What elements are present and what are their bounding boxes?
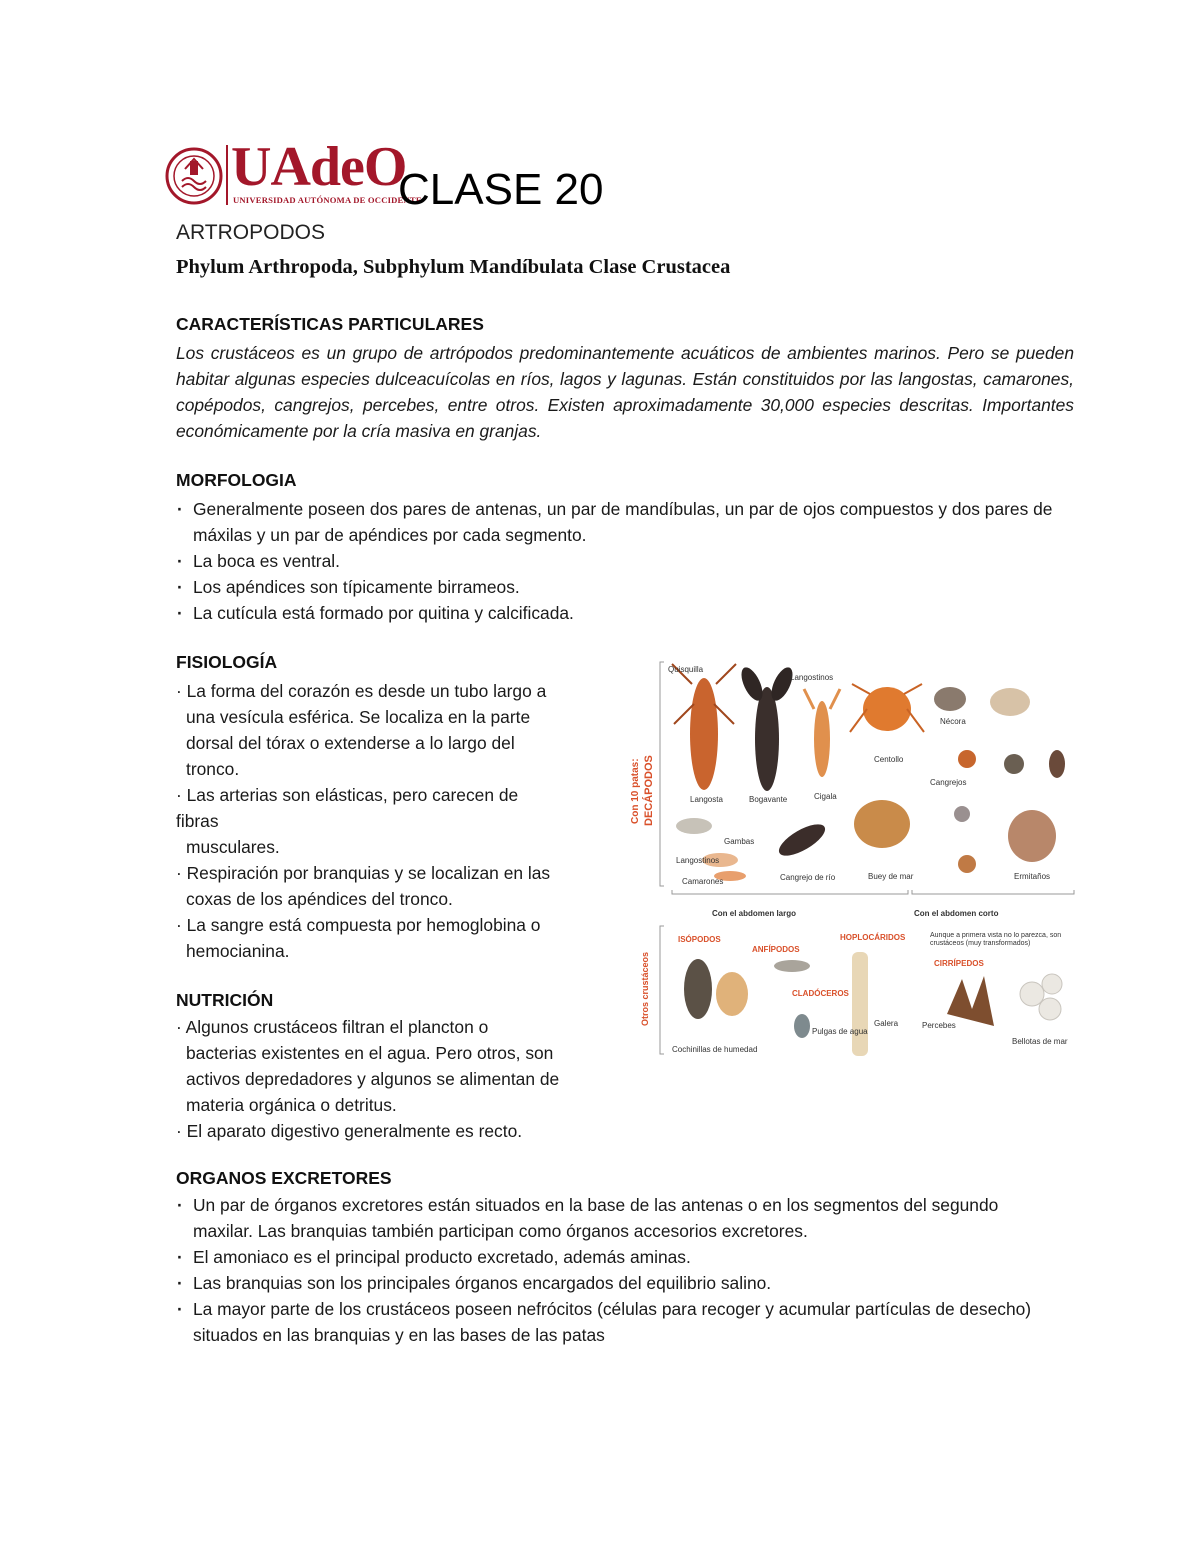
- text-line: activos depredadores y algunos se alimentan de: [186, 1069, 560, 1089]
- label-note: Aunque a primera vista no lo parezca, son crustáceos (muy transformados): [930, 932, 1062, 947]
- crustacean-illustration: [612, 654, 1082, 1064]
- label-cladoceros: CLADÓCEROS: [792, 989, 849, 998]
- list-item: · Un par de órganos excretores están situados en la base de las antenas o en los segmentos del segundo maxilar. Las branquias también participan como órganos accesorios excretores.: [176, 1192, 1056, 1244]
- cladoceros-illustration: [794, 1014, 810, 1038]
- nutricion-text: [176, 1014, 616, 1144]
- label-camarones: Camarones: [682, 877, 724, 886]
- label-gambas: Gambas: [724, 837, 755, 846]
- label-necora: Nécora: [940, 717, 966, 726]
- label-hoplocaridos: HOPLOCÁRIDOS: [840, 933, 906, 942]
- heading-organos-excretores: ORGANOS EXCRETORES: [176, 1168, 392, 1188]
- morfologia-list: [176, 496, 1056, 626]
- centollo-illustration: [850, 684, 924, 732]
- text-line: hemocianina.: [186, 941, 290, 961]
- percebes-illustration: [947, 976, 994, 1026]
- list-item: · El amoniaco es el principal producto excretado, además aminas.: [176, 1244, 1056, 1270]
- list-item: · Generalmente poseen dos pares de antenas, un par de mandíbulas, un par de ojos compuestos y dos pares de máxilas y un par de apéndices por cada segmento.: [176, 496, 1056, 548]
- bellotas-illustration: [1020, 974, 1062, 1020]
- label-percebes: Percebes: [922, 1021, 956, 1030]
- list-item: · La boca es ventral.: [176, 548, 1056, 574]
- label-galera: Galera: [874, 1019, 899, 1028]
- galera-illustration: [852, 952, 868, 1056]
- label-group-right: Con el abdomen corto: [914, 909, 999, 918]
- side-label-group: DECÁPODOS: [643, 755, 655, 826]
- label-isopodos: ISÓPODOS: [678, 935, 721, 944]
- organos-list: [176, 1192, 1056, 1348]
- anfipodos-illustration: [774, 960, 810, 972]
- label-langostinos-top: Langostinos: [790, 673, 834, 682]
- taxonomy-line: Phylum Arthropoda, Subphylum Mandíbulata Clase Crustacea: [176, 256, 731, 278]
- label-buey: Buey de mar: [868, 872, 914, 881]
- text-line: · La forma del corazón es desde un tubo largo a: [176, 681, 547, 701]
- label-langosta: Langosta: [690, 795, 723, 804]
- text-line: · La sangre está compuesta por hemoglobina o: [176, 915, 541, 935]
- isopodos-illustration: [684, 959, 748, 1019]
- list-item: · La mayor parte de los crustáceos poseen nefrócitos (células para recoger y acumular partículas de desecho) situados en las branquias y en las bases de las patas: [176, 1296, 1056, 1348]
- langosta-illustration: [672, 664, 736, 790]
- logo-wordmark: UAdeO: [231, 136, 407, 198]
- cangrejos-illustration: [954, 750, 1065, 822]
- university-seal-logo: [165, 147, 223, 205]
- buey-de-mar-illustration: [854, 800, 910, 848]
- text-line: · El aparato digestivo generalmente es recto.: [176, 1121, 523, 1141]
- text-line: tronco.: [186, 759, 240, 779]
- ermitanos-illustration: [958, 810, 1056, 873]
- text-line: · Respiración por branquias y se localizan en las: [176, 863, 551, 883]
- heading-morfologia: MORFOLOGIA: [176, 470, 297, 490]
- heading-nutricion: NUTRICIÓN: [176, 990, 274, 1010]
- heading-fisiologia: FISIOLOGÍA: [176, 652, 278, 672]
- cangrejo-de-rio-illustration: [774, 818, 829, 861]
- necora-illustration: [934, 687, 966, 711]
- text-line: · Las arterias son elásticas, pero carecen de: [176, 785, 519, 805]
- page-title: CLASE 20: [398, 165, 604, 214]
- text-line: bacterias existentes en el agua. Pero otros, son: [186, 1043, 554, 1063]
- text-line: dorsal del tórax o extenderse a lo largo del: [186, 733, 515, 753]
- caracteristicas-paragraph: Los crustáceos es un grupo de artrópodos predominantemente acuáticos de ambientes marinos. Pero se pueden habitar algunas especies dulceacuícolas en ríos, lagos y lagunas. Están constituidos por las langostas, camarones, copépodos, cangrejos, percebes, entre otros. Existen aproximadamente 30,000 especies descritas. Importantes económicamente por la cría masiva en granjas.: [176, 343, 1074, 441]
- label-cochinillas: Cochinillas de humedad: [672, 1045, 758, 1054]
- label-centollo: Centollo: [874, 755, 904, 764]
- side-label-bottom: Otros crustáceos: [640, 951, 650, 1026]
- label-ermitanos: Ermitaños: [1014, 872, 1051, 881]
- label-group-left: Con el abdomen largo: [712, 909, 797, 918]
- quisquilla-illustration: [676, 818, 746, 881]
- label-quisquilla: Quisquilla: [668, 665, 704, 674]
- label-anfipodos: ANFÍPODOS: [752, 945, 800, 954]
- text-line: materia orgánica o detritus.: [186, 1095, 397, 1115]
- logo-divider: [226, 145, 228, 205]
- page-subtitle: ARTROPODOS: [176, 221, 325, 244]
- crab-illustration: [990, 688, 1030, 716]
- text-line: fibras: [176, 811, 219, 831]
- label-cangrejos: Cangrejos: [930, 778, 967, 787]
- list-item: · Los apéndices son típicamente birrameos.: [176, 574, 1056, 600]
- logo-subtitle: UNIVERSIDAD AUTÓNOMA DE OCCIDENTE: [233, 195, 422, 205]
- list-item: · La cutícula está formado por quitina y calcificada.: [176, 600, 1056, 626]
- crustacean-classification-figure: [612, 654, 1082, 1064]
- label-langostinos: Langostinos: [676, 856, 720, 865]
- cigala-illustration: [804, 689, 840, 777]
- text-line: musculares.: [186, 837, 280, 857]
- fisiologia-text: [176, 678, 616, 964]
- label-cigala: Cigala: [814, 792, 837, 801]
- label-pulgas: Pulgas de agua: [812, 1027, 868, 1036]
- text-line: coxas de los apéndices del tronco.: [186, 889, 453, 909]
- label-bellotas: Bellotas de mar: [1012, 1037, 1068, 1046]
- heading-caracteristicas: CARACTERÍSTICAS PARTICULARES: [176, 314, 484, 334]
- label-bogavante: Bogavante: [749, 795, 788, 804]
- side-label-top: Con 10 patas:: [630, 758, 641, 824]
- text-line: · Algunos crustáceos filtran el plancton o: [176, 1017, 489, 1037]
- label-cirripedos: CIRRÍPEDOS: [934, 959, 984, 968]
- bogavante-illustration: [737, 664, 797, 791]
- list-item: · Las branquias son los principales órganos encargados del equilibrio salino.: [176, 1270, 1056, 1296]
- text-line: una vesícula esférica. Se localiza en la parte: [186, 707, 531, 727]
- label-cangrejo-rio: Cangrejo de río: [780, 873, 836, 882]
